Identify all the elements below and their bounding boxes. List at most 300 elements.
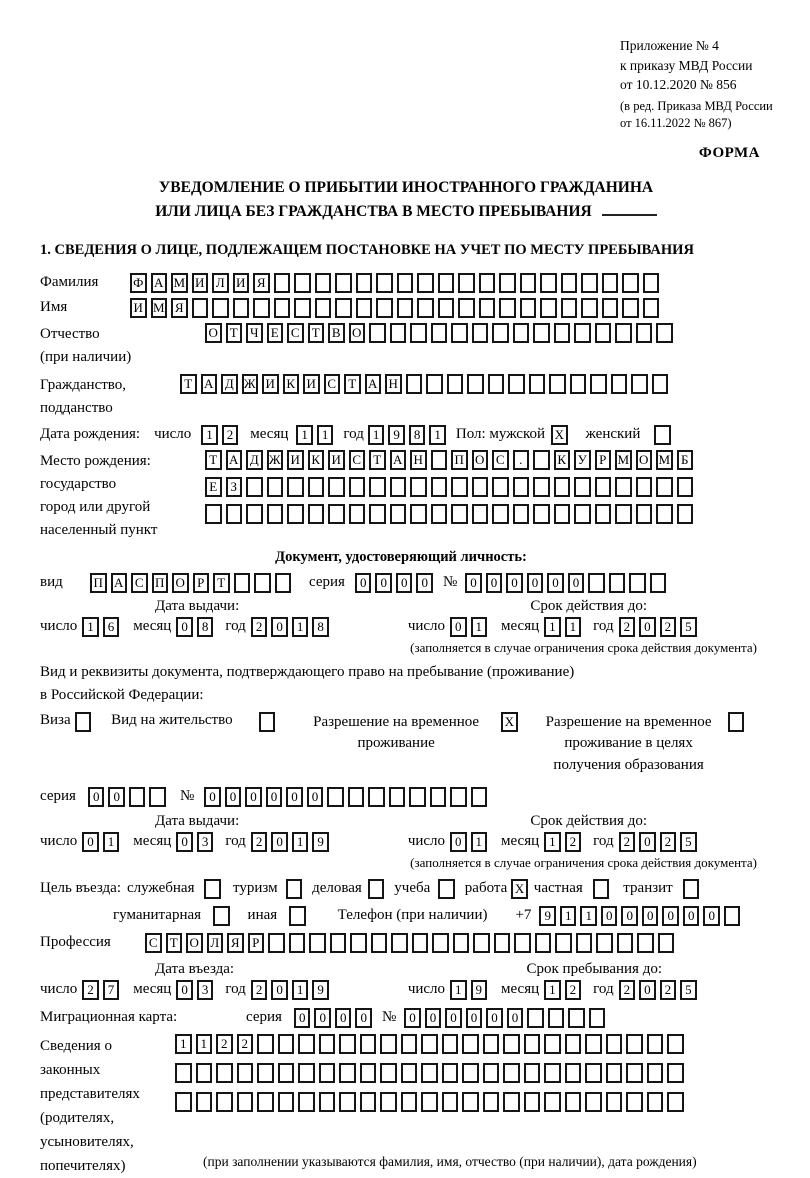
char-box[interactable]: Н (410, 450, 427, 470)
char-box[interactable]: 2 (619, 617, 636, 637)
char-box[interactable] (636, 477, 653, 497)
char-box[interactable]: Л (207, 933, 224, 953)
char-box[interactable] (667, 1092, 684, 1112)
char-box[interactable] (319, 1063, 336, 1083)
char-box[interactable] (492, 323, 509, 343)
char-box[interactable] (319, 1092, 336, 1112)
char-box[interactable]: П (90, 573, 107, 593)
char-box[interactable] (585, 1092, 602, 1112)
char-box[interactable] (555, 933, 572, 953)
char-box[interactable] (442, 1092, 459, 1112)
char-box[interactable]: 8 (409, 425, 426, 445)
char-box[interactable] (356, 298, 373, 318)
char-box[interactable] (401, 1092, 418, 1112)
char-box[interactable] (467, 374, 484, 394)
checkbox[interactable]: X (501, 712, 518, 732)
char-box[interactable]: М (656, 450, 673, 470)
char-box[interactable]: О (205, 323, 222, 343)
char-box[interactable] (246, 504, 263, 524)
char-box[interactable] (410, 323, 427, 343)
char-box[interactable]: 1 (196, 1034, 213, 1054)
char-box[interactable] (483, 1034, 500, 1054)
char-box[interactable] (289, 933, 306, 953)
char-box[interactable]: Ж (242, 374, 259, 394)
char-box[interactable] (376, 298, 393, 318)
char-box[interactable]: Б (677, 450, 694, 470)
char-box[interactable] (565, 1034, 582, 1054)
char-box[interactable]: 0 (547, 573, 564, 593)
char-box[interactable]: 5 (680, 832, 697, 852)
char-box[interactable]: 0 (375, 573, 392, 593)
char-box[interactable]: 1 (296, 425, 313, 445)
char-box[interactable]: М (151, 298, 168, 318)
char-box[interactable] (412, 933, 429, 953)
char-box[interactable]: Я (253, 273, 270, 293)
char-box[interactable]: 1 (544, 617, 561, 637)
char-box[interactable] (615, 477, 632, 497)
checkbox[interactable]: X (551, 425, 568, 445)
char-box[interactable] (548, 1008, 565, 1028)
char-box[interactable]: 1 (565, 617, 582, 637)
char-box[interactable] (390, 477, 407, 497)
char-box[interactable] (294, 273, 311, 293)
char-box[interactable] (339, 1063, 356, 1083)
char-box[interactable] (626, 1034, 643, 1054)
char-box[interactable] (267, 477, 284, 497)
char-box[interactable]: 0 (507, 1008, 524, 1028)
char-box[interactable]: 1 (471, 832, 488, 852)
char-box[interactable]: 1 (580, 906, 597, 926)
char-box[interactable]: 0 (465, 573, 482, 593)
checkbox[interactable] (204, 879, 221, 899)
char-box[interactable] (483, 1092, 500, 1112)
char-box[interactable] (533, 477, 550, 497)
char-box[interactable]: М (171, 273, 188, 293)
char-box[interactable] (611, 374, 628, 394)
char-box[interactable]: 2 (251, 832, 268, 852)
char-box[interactable] (442, 1063, 459, 1083)
char-box[interactable] (629, 573, 646, 593)
char-box[interactable]: . (513, 450, 530, 470)
char-box[interactable] (442, 1034, 459, 1054)
char-box[interactable] (472, 504, 489, 524)
char-box[interactable]: Ж (267, 450, 284, 470)
char-box[interactable] (637, 933, 654, 953)
char-box[interactable]: 0 (108, 787, 125, 807)
char-box[interactable] (426, 374, 443, 394)
char-box[interactable] (431, 450, 448, 470)
char-box[interactable]: 9 (312, 832, 329, 852)
char-box[interactable]: Н (385, 374, 402, 394)
char-box[interactable] (513, 323, 530, 343)
char-box[interactable] (596, 933, 613, 953)
char-box[interactable] (226, 504, 243, 524)
char-box[interactable] (360, 1063, 377, 1083)
char-box[interactable] (451, 504, 468, 524)
char-box[interactable]: 0 (445, 1008, 462, 1028)
char-box[interactable] (401, 1063, 418, 1083)
char-box[interactable]: П (451, 450, 468, 470)
char-box[interactable]: 2 (660, 980, 677, 1000)
char-box[interactable]: Т (369, 450, 386, 470)
char-box[interactable] (253, 298, 270, 318)
char-box[interactable] (380, 1034, 397, 1054)
char-box[interactable] (327, 787, 344, 807)
char-box[interactable] (581, 273, 598, 293)
char-box[interactable] (438, 298, 455, 318)
char-box[interactable] (447, 374, 464, 394)
char-box[interactable] (527, 1008, 544, 1028)
char-box[interactable] (267, 504, 284, 524)
char-box[interactable] (606, 1092, 623, 1112)
char-box[interactable] (330, 933, 347, 953)
char-box[interactable] (417, 298, 434, 318)
char-box[interactable]: 2 (619, 832, 636, 852)
char-box[interactable] (237, 1092, 254, 1112)
char-box[interactable] (196, 1063, 213, 1083)
char-box[interactable] (554, 504, 571, 524)
char-box[interactable] (350, 933, 367, 953)
char-box[interactable] (390, 504, 407, 524)
char-box[interactable]: 0 (601, 906, 618, 926)
char-box[interactable] (233, 298, 250, 318)
char-box[interactable] (581, 298, 598, 318)
char-box[interactable] (192, 298, 209, 318)
char-box[interactable] (335, 298, 352, 318)
checkbox[interactable] (213, 906, 230, 926)
char-box[interactable]: 1 (292, 832, 309, 852)
char-box[interactable] (335, 273, 352, 293)
char-box[interactable] (431, 477, 448, 497)
char-box[interactable] (524, 1034, 541, 1054)
char-box[interactable] (656, 477, 673, 497)
checkbox[interactable] (289, 906, 306, 926)
char-box[interactable] (615, 323, 632, 343)
char-box[interactable] (588, 573, 605, 593)
char-box[interactable] (565, 1092, 582, 1112)
checkbox[interactable] (259, 712, 276, 732)
char-box[interactable]: 2 (251, 617, 268, 637)
char-box[interactable] (503, 1034, 520, 1054)
char-box[interactable]: 9 (471, 980, 488, 1000)
char-box[interactable] (561, 273, 578, 293)
char-box[interactable]: 1 (82, 617, 99, 637)
char-box[interactable] (417, 273, 434, 293)
checkbox[interactable] (593, 879, 610, 899)
char-box[interactable] (458, 298, 475, 318)
char-box[interactable]: 0 (404, 1008, 421, 1028)
char-box[interactable] (609, 573, 626, 593)
char-box[interactable]: 0 (355, 573, 372, 593)
char-box[interactable] (278, 1092, 295, 1112)
char-box[interactable] (650, 573, 667, 593)
char-box[interactable] (658, 933, 675, 953)
char-box[interactable] (643, 273, 660, 293)
char-box[interactable] (473, 933, 490, 953)
char-box[interactable]: П (152, 573, 169, 593)
char-box[interactable] (494, 933, 511, 953)
char-box[interactable]: С (145, 933, 162, 953)
char-box[interactable] (216, 1092, 233, 1112)
char-box[interactable] (667, 1063, 684, 1083)
char-box[interactable]: 1 (175, 1034, 192, 1054)
char-box[interactable] (499, 273, 516, 293)
char-box[interactable]: 2 (222, 425, 239, 445)
char-box[interactable] (503, 1092, 520, 1112)
char-box[interactable] (246, 477, 263, 497)
char-box[interactable]: 0 (621, 906, 638, 926)
char-box[interactable] (397, 273, 414, 293)
char-box[interactable]: 0 (176, 980, 193, 1000)
char-box[interactable] (410, 504, 427, 524)
char-box[interactable]: С (492, 450, 509, 470)
char-box[interactable]: 3 (197, 980, 214, 1000)
char-box[interactable] (626, 1063, 643, 1083)
char-box[interactable] (175, 1092, 192, 1112)
char-box[interactable] (488, 374, 505, 394)
char-box[interactable] (369, 323, 386, 343)
char-box[interactable] (595, 504, 612, 524)
char-box[interactable] (349, 504, 366, 524)
char-box[interactable]: 1 (560, 906, 577, 926)
char-box[interactable]: 0 (639, 617, 656, 637)
char-box[interactable]: У (574, 450, 591, 470)
char-box[interactable] (471, 787, 488, 807)
char-box[interactable] (453, 933, 470, 953)
char-box[interactable]: 1 (429, 425, 446, 445)
char-box[interactable]: Т (205, 450, 222, 470)
char-box[interactable] (533, 504, 550, 524)
char-box[interactable]: 8 (312, 617, 329, 637)
char-box[interactable] (376, 273, 393, 293)
char-box[interactable] (274, 298, 291, 318)
char-box[interactable] (319, 1034, 336, 1054)
char-box[interactable] (129, 787, 146, 807)
char-box[interactable] (483, 1063, 500, 1083)
char-box[interactable]: 0 (335, 1008, 352, 1028)
char-box[interactable]: Т (213, 573, 230, 593)
char-box[interactable]: 0 (639, 832, 656, 852)
char-box[interactable]: Д (221, 374, 238, 394)
char-box[interactable] (540, 273, 557, 293)
char-box[interactable] (431, 504, 448, 524)
char-box[interactable]: 0 (396, 573, 413, 593)
char-box[interactable]: 0 (245, 787, 262, 807)
char-box[interactable] (254, 573, 271, 593)
char-box[interactable] (492, 477, 509, 497)
char-box[interactable] (438, 273, 455, 293)
char-box[interactable]: 0 (176, 617, 193, 637)
char-box[interactable]: 1 (544, 980, 561, 1000)
char-box[interactable]: 1 (201, 425, 218, 445)
char-box[interactable] (308, 477, 325, 497)
char-box[interactable]: 0 (355, 1008, 372, 1028)
char-box[interactable] (339, 1092, 356, 1112)
char-box[interactable]: 0 (176, 832, 193, 852)
char-box[interactable]: 2 (216, 1034, 233, 1054)
char-box[interactable]: А (226, 450, 243, 470)
char-box[interactable] (602, 273, 619, 293)
char-box[interactable]: 0 (527, 573, 544, 593)
char-box[interactable] (617, 933, 634, 953)
char-box[interactable] (409, 787, 426, 807)
char-box[interactable] (462, 1034, 479, 1054)
char-box[interactable] (524, 1092, 541, 1112)
char-box[interactable]: 1 (471, 617, 488, 637)
char-box[interactable] (149, 787, 166, 807)
char-box[interactable]: 0 (683, 906, 700, 926)
char-box[interactable] (275, 573, 292, 593)
char-box[interactable]: С (349, 450, 366, 470)
char-box[interactable]: 0 (703, 906, 720, 926)
char-box[interactable]: Т (226, 323, 243, 343)
char-box[interactable]: И (287, 450, 304, 470)
char-box[interactable] (308, 504, 325, 524)
char-box[interactable] (677, 477, 694, 497)
char-box[interactable] (652, 374, 669, 394)
char-box[interactable]: И (328, 450, 345, 470)
char-box[interactable] (391, 933, 408, 953)
char-box[interactable]: И (130, 298, 147, 318)
char-box[interactable]: И (303, 374, 320, 394)
char-box[interactable] (268, 933, 285, 953)
char-box[interactable] (450, 787, 467, 807)
char-box[interactable] (401, 1034, 418, 1054)
char-box[interactable]: Л (212, 273, 229, 293)
char-box[interactable]: А (201, 374, 218, 394)
char-box[interactable] (389, 787, 406, 807)
char-box[interactable] (369, 477, 386, 497)
char-box[interactable]: С (287, 323, 304, 343)
checkbox[interactable] (368, 879, 385, 899)
char-box[interactable]: 0 (225, 787, 242, 807)
char-box[interactable] (602, 298, 619, 318)
char-box[interactable] (576, 933, 593, 953)
char-box[interactable] (529, 374, 546, 394)
char-box[interactable] (533, 323, 550, 343)
char-box[interactable] (554, 323, 571, 343)
char-box[interactable]: Т (166, 933, 183, 953)
char-box[interactable]: 5 (680, 617, 697, 637)
char-box[interactable]: З (226, 477, 243, 497)
char-box[interactable] (298, 1092, 315, 1112)
char-box[interactable]: 0 (82, 832, 99, 852)
char-box[interactable] (421, 1092, 438, 1112)
char-box[interactable]: 0 (506, 573, 523, 593)
char-box[interactable] (549, 374, 566, 394)
char-box[interactable]: 0 (271, 832, 288, 852)
char-box[interactable] (294, 298, 311, 318)
char-box[interactable] (390, 323, 407, 343)
char-box[interactable] (406, 374, 423, 394)
char-box[interactable] (458, 273, 475, 293)
char-box[interactable]: 8 (197, 617, 214, 637)
char-box[interactable] (520, 273, 537, 293)
char-box[interactable] (451, 477, 468, 497)
checkbox[interactable] (683, 879, 700, 899)
char-box[interactable] (430, 787, 447, 807)
char-box[interactable]: И (192, 273, 209, 293)
char-box[interactable] (590, 374, 607, 394)
char-box[interactable] (570, 374, 587, 394)
char-box[interactable]: 1 (368, 425, 385, 445)
char-box[interactable]: О (349, 323, 366, 343)
char-box[interactable]: А (151, 273, 168, 293)
char-box[interactable]: 0 (662, 906, 679, 926)
char-box[interactable] (520, 298, 537, 318)
char-box[interactable] (626, 1092, 643, 1112)
char-box[interactable] (615, 504, 632, 524)
char-box[interactable] (462, 1092, 479, 1112)
char-box[interactable]: Я (227, 933, 244, 953)
char-box[interactable] (328, 504, 345, 524)
char-box[interactable] (287, 477, 304, 497)
char-box[interactable]: 0 (486, 573, 503, 593)
char-box[interactable]: 2 (565, 832, 582, 852)
char-box[interactable] (257, 1063, 274, 1083)
char-box[interactable]: Т (308, 323, 325, 343)
char-box[interactable] (535, 933, 552, 953)
char-box[interactable] (499, 298, 516, 318)
char-box[interactable] (606, 1034, 623, 1054)
char-box[interactable]: 0 (204, 787, 221, 807)
char-box[interactable]: 2 (565, 980, 582, 1000)
char-box[interactable] (339, 1034, 356, 1054)
char-box[interactable] (212, 298, 229, 318)
char-box[interactable] (410, 477, 427, 497)
char-box[interactable]: Ф (130, 273, 147, 293)
char-box[interactable]: 0 (639, 980, 656, 1000)
char-box[interactable]: 7 (103, 980, 120, 1000)
char-box[interactable]: 0 (450, 832, 467, 852)
char-box[interactable] (216, 1063, 233, 1083)
char-box[interactable] (544, 1034, 561, 1054)
char-box[interactable] (667, 1034, 684, 1054)
char-box[interactable] (278, 1034, 295, 1054)
char-box[interactable]: 0 (486, 1008, 503, 1028)
char-box[interactable] (656, 504, 673, 524)
char-box[interactable]: К (283, 374, 300, 394)
char-box[interactable]: В (328, 323, 345, 343)
char-box[interactable] (503, 1063, 520, 1083)
char-box[interactable] (533, 450, 550, 470)
checkbox[interactable]: X (511, 879, 528, 899)
char-box[interactable] (513, 504, 530, 524)
char-box[interactable]: 0 (307, 787, 324, 807)
char-box[interactable]: 0 (88, 787, 105, 807)
char-box[interactable]: Е (205, 477, 222, 497)
char-box[interactable] (257, 1092, 274, 1112)
char-box[interactable] (348, 787, 365, 807)
char-box[interactable] (360, 1034, 377, 1054)
char-box[interactable] (622, 273, 639, 293)
char-box[interactable]: 0 (416, 573, 433, 593)
char-box[interactable] (724, 906, 741, 926)
char-box[interactable]: Т (344, 374, 361, 394)
char-box[interactable]: 1 (103, 832, 120, 852)
char-box[interactable] (380, 1063, 397, 1083)
checkbox[interactable] (75, 712, 92, 732)
char-box[interactable]: Е (267, 323, 284, 343)
char-box[interactable]: О (172, 573, 189, 593)
char-box[interactable] (636, 323, 653, 343)
checkbox[interactable] (654, 425, 671, 445)
char-box[interactable]: С (131, 573, 148, 593)
char-box[interactable]: Т (180, 374, 197, 394)
char-box[interactable]: 0 (294, 1008, 311, 1028)
char-box[interactable]: 3 (197, 832, 214, 852)
char-box[interactable] (574, 323, 591, 343)
